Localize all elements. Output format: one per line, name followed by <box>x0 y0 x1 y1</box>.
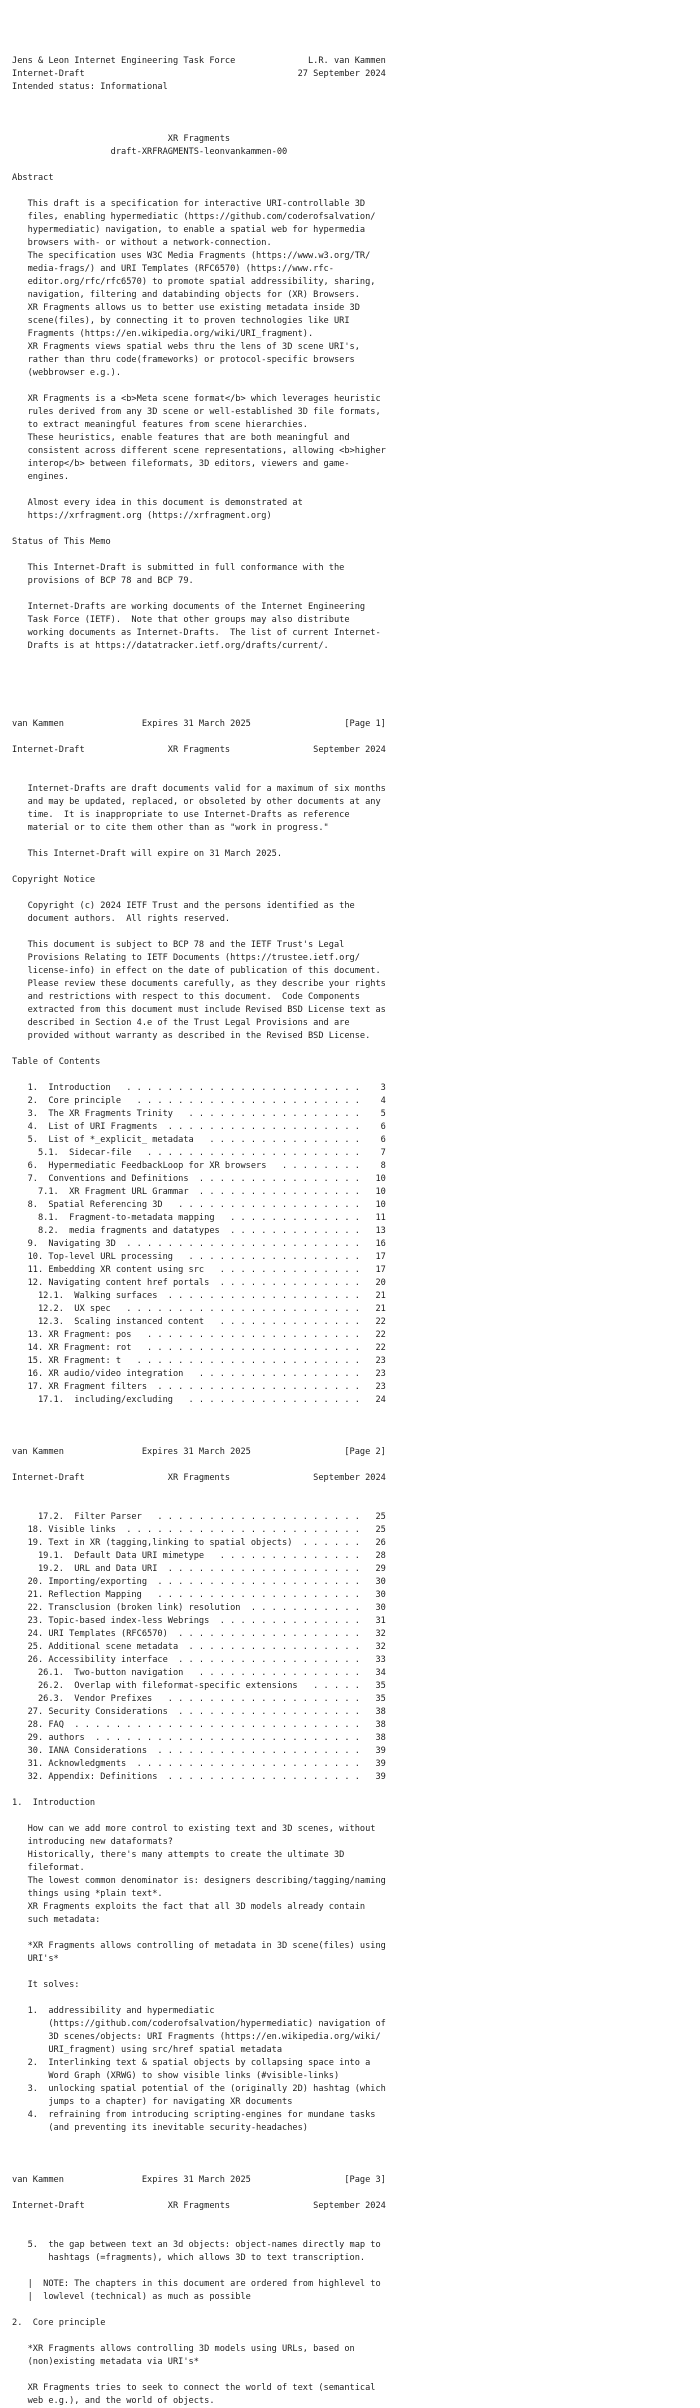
text-line: 27. Security Considerations . . . . . . . . . . . . . . . . . . 38 <box>12 1707 386 1717</box>
text-line <box>12 1498 386 1511</box>
text-line: Fragments (https://en.wikipedia.org/wiki/URI_fragment). <box>12 329 314 339</box>
text-line: 18. Visible links . . . . . . . . . . . . . . . . . . . . . . . 25 <box>12 1525 386 1535</box>
text-line: | lowlevel (technical) as much as possible <box>12 2292 251 2302</box>
text-line <box>12 120 386 133</box>
text-line: 25. Additional scene metadata . . . . . . . . . . . . . . . . . 32 <box>12 1642 386 1652</box>
text-line <box>12 107 386 120</box>
text-line: https://xrfragment.org (https://xrfragment.org) <box>12 511 272 521</box>
text-line: 3D scenes/objects: URI Fragments (https://en.wikipedia.org/wiki/ <box>12 2032 381 2042</box>
text-line <box>12 588 386 601</box>
text-line <box>12 1485 386 1498</box>
text-line <box>12 692 386 705</box>
text-line: Drafts is at https://datatracker.ietf.org/drafts/current/. <box>12 641 329 651</box>
text-line: web e.g.), and the world of objects. <box>12 2396 215 2406</box>
text-line: This Internet-Draft is submitted in full conformance with the <box>12 563 345 573</box>
text-line: XR Fragments is a <b>Meta scene format</b> which leverages heuristic <box>12 394 381 404</box>
text-line: 13. XR Fragment: pos . . . . . . . . . . . . . . . . . . . . . 22 <box>12 1330 386 1340</box>
text-line: introducing new dataformats? <box>12 1837 173 1847</box>
text-line: rules derived from any 3D scene or well-established 3D file formats, <box>12 407 381 417</box>
text-line: 2. Core principle <box>12 2318 106 2328</box>
text-line <box>12 926 386 939</box>
text-line: Jens & Leon Internet Engineering Task Force L.R. van Kammen <box>12 56 386 66</box>
text-line <box>12 1407 386 1420</box>
text-line: 23. Topic-based index-less Webrings . . . . . . . . . . . . . . 31 <box>12 1616 386 1626</box>
text-line <box>12 2330 386 2343</box>
document-lines <box>12 55 386 2408</box>
text-line <box>12 484 386 497</box>
text-line <box>12 1784 386 1797</box>
text-line: XR Fragments <box>12 134 231 144</box>
text-line: This draft is a specification for interactive URI-controllable 3D <box>12 199 366 209</box>
text-line: license-info) in effect on the date of publication of this document. <box>12 966 381 976</box>
text-line: 2. Interlinking text & spatial objects by collapsing space into a <box>12 2058 371 2068</box>
text-line: document authors. All rights reserved. <box>12 914 231 924</box>
text-line: working documents as Internet-Drafts. The list of current Internet- <box>12 628 381 638</box>
text-line: XR Fragments tries to seek to connect the world of text (semantical <box>12 2383 376 2393</box>
text-line: jumps to a chapter) for navigating XR documents <box>12 2097 293 2107</box>
text-line: Please review these documents carefully, as they describe your rights <box>12 979 386 989</box>
text-line: 2. Core principle . . . . . . . . . . . . . . . . . . . . . . 4 <box>12 1096 386 1106</box>
text-line <box>12 1810 386 1823</box>
text-line: 12. Navigating content href portals . . . . . . . . . . . . . . 20 <box>12 1278 386 1288</box>
text-line <box>12 1069 386 1082</box>
text-line: 12.1. Walking surfaces . . . . . . . . . . . . . . . . . . . 21 <box>12 1291 386 1301</box>
text-line: 17. XR Fragment filters . . . . . . . . . . . . . . . . . . . . 23 <box>12 1382 386 1392</box>
text-line: Historically, there's many attempts to create the ultimate 3D <box>12 1850 345 1860</box>
text-line: 17.1. including/excluding . . . . . . . . . . . . . . . . . 24 <box>12 1395 386 1405</box>
text-line <box>12 1459 386 1472</box>
text-line <box>12 757 386 770</box>
text-line: editor.org/rfc/rfc6570) to promote spatial addressibility, sharing, <box>12 277 376 287</box>
text-line: 4. List of URI Fragments . . . . . . . . . . . . . . . . . . . 6 <box>12 1122 386 1132</box>
text-line <box>12 653 386 666</box>
text-line: 19. Text in XR (tagging,linking to spatial objects) . . . . . . 26 <box>12 1538 386 1548</box>
text-line: 26. Accessibility interface . . . . . . . . . . . . . . . . . . 33 <box>12 1655 386 1665</box>
text-line: 19.2. URL and Data URI . . . . . . . . . . . . . . . . . . . 29 <box>12 1564 386 1574</box>
text-line: Copyright Notice <box>12 875 96 885</box>
text-line <box>12 770 386 783</box>
text-line <box>12 2161 386 2174</box>
text-line: 12.2. UX spec . . . . . . . . . . . . . . . . . . . . . . . 21 <box>12 1304 386 1314</box>
text-line: provided without warranty as described in the Revised BSD License. <box>12 1031 371 1041</box>
text-line: XR Fragments views spatial webs thru the lens of 3D scene URI's, <box>12 342 360 352</box>
text-line: 30. IANA Considerations . . . . . . . . . . . . . . . . . . . . 39 <box>12 1746 386 1756</box>
text-line: 1. Introduction <box>12 1798 96 1808</box>
text-line: van Kammen Expires 31 March 2025 [Page 1] <box>12 719 386 729</box>
text-line: 5. List of *_explicit_ metadata . . . . . . . . . . . . . . . 6 <box>12 1135 386 1145</box>
text-line: Internet-Draft 27 September 2024 <box>12 69 386 79</box>
text-line: 7. Conventions and Definitions . . . . . . . . . . . . . . . . 10 <box>12 1174 386 1184</box>
text-line: 19.1. Default Data URI mimetype . . . . . . . . . . . . . . 28 <box>12 1551 386 1561</box>
text-line: Provisions Relating to IETF Documents (https://trustee.ietf.org/ <box>12 953 360 963</box>
text-line: 17.2. Filter Parser . . . . . . . . . . . . . . . . . . . . 25 <box>12 1512 386 1522</box>
text-line: 31. Acknowledgments . . . . . . . . . . . . . . . . . . . . . . 39 <box>12 1759 386 1769</box>
text-line: URI's* <box>12 1954 59 1964</box>
text-line <box>12 2369 386 2382</box>
text-line <box>12 861 386 874</box>
text-line: 10. Top-level URL processing . . . . . . . . . . . . . . . . . 17 <box>12 1252 386 1262</box>
text-line: This document is subject to BCP 78 and the IETF Trust's Legal <box>12 940 345 950</box>
text-line: described in Section 4.e of the Trust Legal Provisions and are <box>12 1018 350 1028</box>
text-line <box>12 1433 386 1446</box>
text-line: How can we add more control to existing text and 3D scenes, without <box>12 1824 376 1834</box>
text-line: XR Fragments exploits the fact that all 3D models already contain <box>12 1902 366 1912</box>
text-line: media-frags/) and URI Templates (RFC6570) (https://www.rfc- <box>12 264 334 274</box>
text-line: 6. Hypermediatic FeedbackLoop for XR browsers . . . . . . . . 8 <box>12 1161 386 1171</box>
text-line: 28. FAQ . . . . . . . . . . . . . . . . . . . . . . . . . . . . 38 <box>12 1720 386 1730</box>
text-line: (non)existing metadata via URI's* <box>12 2357 199 2367</box>
text-line: 14. XR Fragment: rot . . . . . . . . . . . . . . . . . . . . . 22 <box>12 1343 386 1353</box>
text-line <box>12 2304 386 2317</box>
text-line: rather than thru code(frameworks) or protocol-specific browsers <box>12 355 355 365</box>
text-line: consistent across different scene representations, allowing <b>higher <box>12 446 386 456</box>
text-line: and restrictions with respect to this document. Code Components <box>12 992 360 1002</box>
text-line <box>12 2226 386 2239</box>
text-line: 3. unlocking spatial potential of the (originally 2D) hashtag (which <box>12 2084 386 2094</box>
text-line: *XR Fragments allows controlling 3D models using URLs, based on <box>12 2344 355 2354</box>
text-line: 8. Spatial Referencing 3D . . . . . . . . . . . . . . . . . . 10 <box>12 1200 386 1210</box>
text-line: 5.1. Sidecar-file . . . . . . . . . . . . . . . . . . . . . 7 <box>12 1148 386 1158</box>
text-line: Internet-Draft XR Fragments September 2024 <box>12 2201 386 2211</box>
text-line <box>12 705 386 718</box>
text-line: Almost every idea in this document is demonstrated at <box>12 498 303 508</box>
text-line: 4. refraining from introducing scripting-engines for mundane tasks <box>12 2110 376 2120</box>
text-line <box>12 1966 386 1979</box>
text-line: This Internet-Draft will expire on 31 March 2025. <box>12 849 283 859</box>
text-line <box>12 835 386 848</box>
text-line <box>12 887 386 900</box>
text-line: 21. Reflection Mapping . . . . . . . . . . . . . . . . . . . . 30 <box>12 1590 386 1600</box>
text-line: material or to cite them other than as "work in progress." <box>12 823 329 833</box>
text-line: extracted from this document must include Revised BSD License text as <box>12 1005 386 1015</box>
text-line: Internet-Draft XR Fragments September 2024 <box>12 745 386 755</box>
text-line: files, enabling hypermediatic (https://github.com/coderofsalvation/ <box>12 212 376 222</box>
text-line <box>12 549 386 562</box>
text-line: van Kammen Expires 31 March 2025 [Page 2] <box>12 1447 386 1457</box>
text-line <box>12 2265 386 2278</box>
text-line: 1. addressibility and hypermediatic <box>12 2006 215 2016</box>
text-line: XR Fragments allows us to better use existing metadata inside 3D <box>12 303 360 313</box>
text-line <box>12 731 386 744</box>
text-line <box>12 1927 386 1940</box>
text-line: to extract meaningful features from scene hierarchies. <box>12 420 308 430</box>
text-line <box>12 159 386 172</box>
text-line <box>12 1992 386 2005</box>
text-line: Internet-Draft XR Fragments September 2024 <box>12 1473 386 1483</box>
text-line: Internet-Drafts are working documents of the Internet Engineering <box>12 602 366 612</box>
text-line: scene(files), by connecting it to proven technologies like URI <box>12 316 350 326</box>
text-line: The specification uses W3C Media Fragments (https://www.w3.org/TR/ <box>12 251 371 261</box>
text-line: 5. the gap between text an 3d objects: object-names directly map to <box>12 2240 381 2250</box>
text-line: 26.2. Overlap with fileformat-specific extensions . . . . . 35 <box>12 1681 386 1691</box>
text-line: Intended status: Informational <box>12 82 168 92</box>
text-line: van Kammen Expires 31 March 2025 [Page 3] <box>12 2175 386 2185</box>
text-line: fileformat. <box>12 1863 85 1873</box>
text-line: things using *plain text*. <box>12 1889 163 1899</box>
text-line: Task Force (IETF). Note that other groups may also distribute <box>12 615 350 625</box>
text-line: 3. The XR Fragments Trinity . . . . . . . . . . . . . . . . . 5 <box>12 1109 386 1119</box>
text-line: 26.1. Two-button navigation . . . . . . . . . . . . . . . . 34 <box>12 1668 386 1678</box>
text-line: 32. Appendix: Definitions . . . . . . . . . . . . . . . . . . . 39 <box>12 1772 386 1782</box>
text-line: draft-XRFRAGMENTS-leonvankammen-00 <box>12 147 288 157</box>
text-line: engines. <box>12 472 70 482</box>
text-line: 12.3. Scaling instanced content . . . . . . . . . . . . . . 22 <box>12 1317 386 1327</box>
text-line <box>12 2148 386 2161</box>
text-line <box>12 94 386 107</box>
text-line: 1. Introduction . . . . . . . . . . . . . . . . . . . . . . . 3 <box>12 1083 386 1093</box>
text-line <box>12 679 386 692</box>
text-line: browsers with- or without a network-connection. <box>12 238 272 248</box>
text-line <box>12 2187 386 2200</box>
text-line: hypermediatic) navigation, to enable a spatial web for hypermedia <box>12 225 366 235</box>
text-line: 16. XR audio/video integration . . . . . . . . . . . . . . . . 23 <box>12 1369 386 1379</box>
text-line: interop</b> between fileformats, 3D editors, viewers and game- <box>12 459 350 469</box>
text-line: *XR Fragments allows controlling of metadata in 3D scene(files) using <box>12 1941 386 1951</box>
text-line: These heuristics, enable features that are both meaningful and <box>12 433 350 443</box>
text-line: 24. URI Templates (RFC6570) . . . . . . . . . . . . . . . . . . 32 <box>12 1629 386 1639</box>
text-line <box>12 380 386 393</box>
text-line: 9. Navigating 3D . . . . . . . . . . . . . . . . . . . . . . . 16 <box>12 1239 386 1249</box>
text-line: Table of Contents <box>12 1057 101 1067</box>
text-line: 8.1. Fragment-to-metadata mapping . . . . . . . . . . . . . 11 <box>12 1213 386 1223</box>
text-line <box>12 523 386 536</box>
text-line <box>12 1043 386 1056</box>
text-line: navigation, filtering and databinding objects for (XR) Browsers. <box>12 290 360 300</box>
text-line: time. It is inappropriate to use Internet-Drafts as reference <box>12 810 350 820</box>
text-line: | NOTE: The chapters in this document are ordered from highlevel to <box>12 2279 381 2289</box>
text-line: (https://github.com/coderofsalvation/hypermediatic) navigation of <box>12 2019 386 2029</box>
text-line: It solves: <box>12 1980 80 1990</box>
text-line: 22. Transclusion (broken link) resolution . . . . . . . . . . . 30 <box>12 1603 386 1613</box>
text-line: (webbrowser e.g.). <box>12 368 122 378</box>
text-line: hashtags (=fragments), which allows 3D to text transcription. <box>12 2253 366 2263</box>
text-line <box>12 666 386 679</box>
text-line: Copyright (c) 2024 IETF Trust and the persons identified as the <box>12 901 355 911</box>
text-line: Internet-Drafts are draft documents valid for a maximum of six months <box>12 784 386 794</box>
text-line <box>12 1420 386 1433</box>
text-line: Word Graph (XRWG) to show visible links (#visible-links) <box>12 2071 340 2081</box>
text-line: 26.3. Vendor Prefixes . . . . . . . . . . . . . . . . . . . 35 <box>12 1694 386 1704</box>
text-line: 20. Importing/exporting . . . . . . . . . . . . . . . . . . . . 30 <box>12 1577 386 1587</box>
text-line: (and preventing its inevitable security-headaches) <box>12 2123 308 2133</box>
text-line <box>12 2135 386 2148</box>
text-line: provisions of BCP 78 and BCP 79. <box>12 576 194 586</box>
text-line: 8.2. media fragments and datatypes . . . . . . . . . . . . . 13 <box>12 1226 386 1236</box>
text-line: 11. Embedding XR content using src . . . . . . . . . . . . . . 17 <box>12 1265 386 1275</box>
text-line: and may be updated, replaced, or obsoleted by other documents at any <box>12 797 381 807</box>
text-line: The lowest common denominator is: designers describing/tagging/naming <box>12 1876 386 1886</box>
text-line: URI_fragment) using src/href spatial metadata <box>12 2045 283 2055</box>
text-line <box>12 2213 386 2226</box>
internet-draft-document <box>12 55 386 2408</box>
text-line: Abstract <box>12 173 54 183</box>
text-line: 29. authors . . . . . . . . . . . . . . . . . . . . . . . . . . 38 <box>12 1733 386 1743</box>
text-line: such metadata: <box>12 1915 101 1925</box>
text-line: 7.1. XR Fragment URL Grammar . . . . . . . . . . . . . . . . 10 <box>12 1187 386 1197</box>
text-line <box>12 185 386 198</box>
text-line: 15. XR Fragment: t . . . . . . . . . . . . . . . . . . . . . . 23 <box>12 1356 386 1366</box>
text-line: Status of This Memo <box>12 537 111 547</box>
